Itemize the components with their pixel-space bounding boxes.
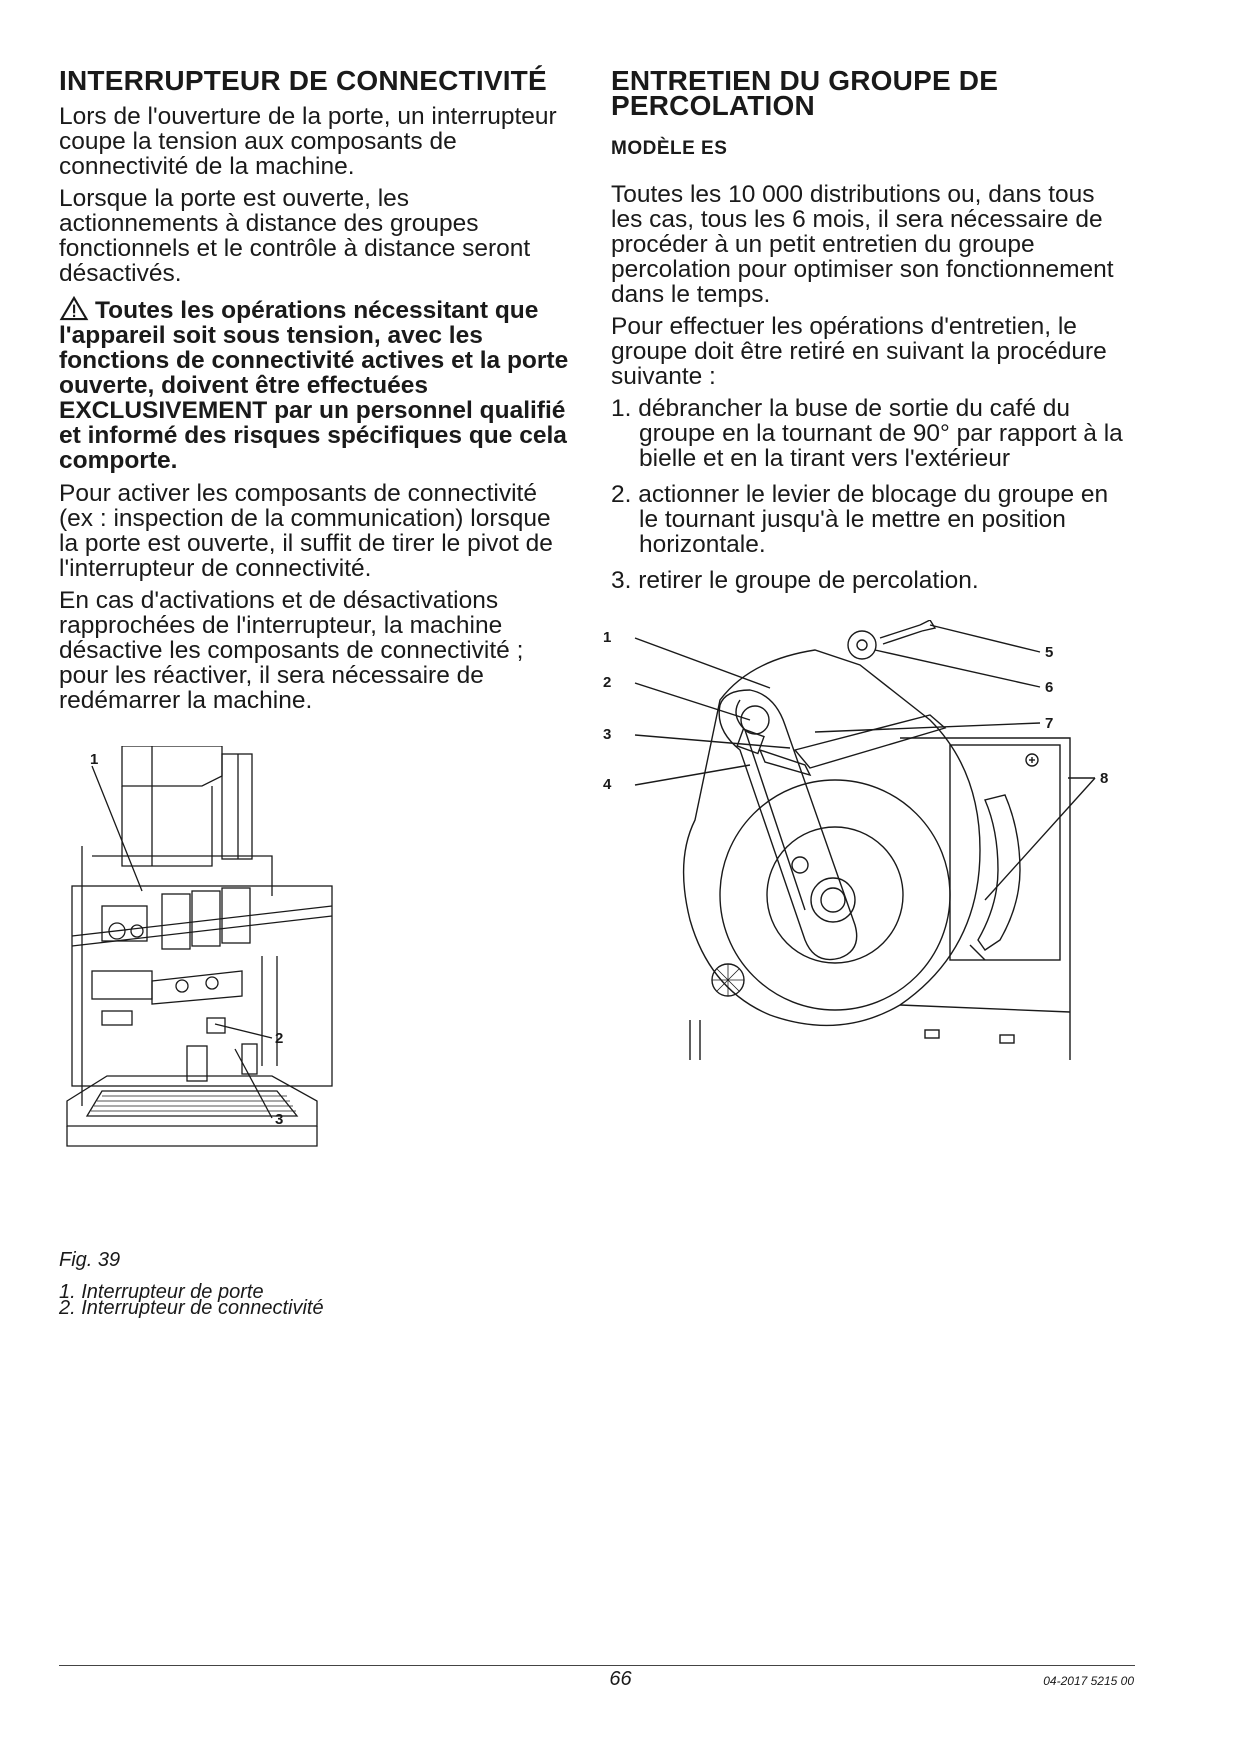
warning-text: Toutes les opérations nécessitant que l'appareil soit sous tension, avec les fonctions de connectivité actives et la porte ouverte, doivent être effectuées EXCLUSIVEMENT par un personnel qualifié et informé des risques spécifiques que cela comporte. <box>59 297 569 474</box>
label-3: 3 <box>603 726 612 743</box>
figure-number: Fig. 39 <box>59 1249 121 1271</box>
paragraph: Lorsque la porte est ouverte, les actionnements à distance des groupes fonctionnels et le contrôle à distance seront désactivés. <box>59 185 531 287</box>
figure-caption <box>59 1249 324 1319</box>
label-2: 2 <box>275 1030 284 1047</box>
label-2: 2 <box>603 674 612 691</box>
right-column <box>611 65 1126 604</box>
label-3: 3 <box>275 1111 284 1128</box>
label-8: 8 <box>1100 770 1109 787</box>
procedure-steps <box>611 396 1126 593</box>
section-title-maintenance: ENTRETIEN DU GROUPE DE PERCOLATION <box>611 65 999 121</box>
label-7: 7 <box>1045 715 1054 732</box>
footer-divider <box>59 1665 1135 1666</box>
label-6: 6 <box>1045 679 1054 696</box>
model-subtitle: MODÈLE ES <box>611 138 728 159</box>
paragraph: Pour effectuer les opérations d'entretien, le groupe doit être retiré en suivant la procédure suivante : <box>611 313 1107 390</box>
step-item: 3. retirer le groupe de percolation. <box>611 567 979 594</box>
label-5: 5 <box>1045 644 1054 661</box>
figure-brewing-group <box>600 620 1140 1070</box>
step-item: 1. débrancher la buse de sortie du café du groupe en la tournant de 90° par rapport à la bielle et en la tirant vers l'extérieur <box>611 395 1123 472</box>
left-column <box>59 65 574 720</box>
section-title-connectivity: INTERRUPTEUR DE CONNECTIVITÉ <box>59 65 547 96</box>
label-1: 1 <box>603 629 612 646</box>
figure-legend <box>59 1281 324 1319</box>
step-item: 2. actionner le levier de blocage du groupe en le tournant jusqu'à le mettre en position horizontale. <box>611 481 1109 558</box>
paragraph: Pour activer les composants de connectivité (ex : inspection de la communication) lorsque la porte est ouverte, il suffit de tirer le pivot de l'interrupteur de connectivité. <box>59 480 553 582</box>
figure-machine-door-open <box>62 746 422 1206</box>
legend-item: 1. Interrupteur de porte <box>59 1281 264 1303</box>
paragraph: Lors de l'ouverture de la porte, un interrupteur coupe la tension aux composants de connectivité de la machine. <box>59 103 557 180</box>
paragraph: En cas d'activations et de désactivations rapprochées de l'interrupteur, la machine désactive les composants de connectivité ; pour les réactiver, il sera nécessaire de redémarrer la machine. <box>59 587 524 714</box>
document-code: 04-2017 5215 00 <box>1043 1674 1134 1688</box>
label-4: 4 <box>603 776 612 793</box>
label-1: 1 <box>90 751 99 768</box>
page-number: 66 <box>609 1668 632 1690</box>
paragraph: Toutes les 10 000 distributions ou, dans tous les cas, tous les 6 mois, il sera nécessaire de procéder à un petit entretien du groupe percolation pour optimiser son fonctionnement dans le temps. <box>611 181 1114 308</box>
warning-triangle-icon <box>59 296 89 321</box>
warning-block <box>59 296 574 473</box>
legend-item: 2. Interrupteur de connectivité <box>59 1297 324 1319</box>
